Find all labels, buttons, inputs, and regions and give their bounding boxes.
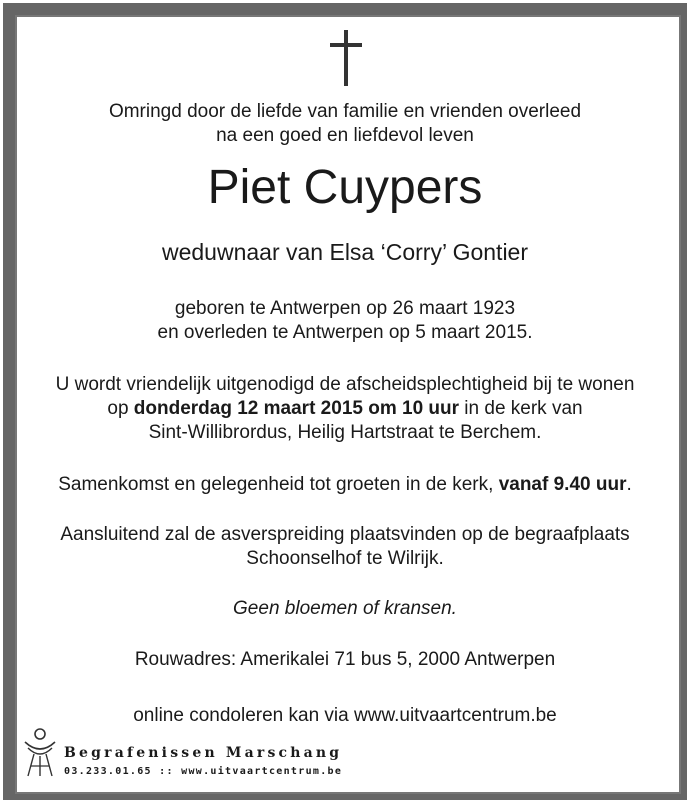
ceremony-datetime: donderdag 12 maart 2015 om 10 uur: [133, 398, 460, 419]
ceremony-line-2: [14, 397, 676, 421]
ashes-line-1: Aansluitend zal de asverspreiding plaatsvinden op de begraafplaats: [60, 524, 630, 545]
life-dates: [14, 297, 676, 345]
ashes-scattering: [14, 523, 676, 571]
death-notice: [14, 14, 676, 789]
ceremony-prefix: op: [107, 398, 134, 419]
ceremony-suffix: in de kerk van: [459, 398, 583, 419]
funeral-home-logo-icon: [22, 726, 58, 778]
company-name: Begrafenissen Marschang: [64, 745, 343, 761]
gathering-line: [14, 473, 676, 497]
gathering-prefix: Samenkomst en gelegenheid tot groeten in de kerk,: [58, 474, 499, 495]
intro-line-2: na een goed en liefdevol leven: [216, 125, 474, 146]
company-contact: 03.233.01.65 :: www.uitvaartcentrum.be: [64, 766, 343, 777]
death-line: en overleden te Antwerpen op 5 maart 2015.: [157, 322, 533, 343]
birth-line: geboren te Antwerpen op 26 maart 1923: [174, 298, 516, 319]
online-condolence: online condoleren kan via www.uitvaartcentrum.be: [133, 705, 557, 726]
intro-line-1: Omringd door de liefde van familie en vrienden overleed: [108, 101, 582, 122]
mourning-address: Rouwadres: Amerikalei 71 bus 5, 2000 Antwerpen: [134, 649, 556, 670]
ceremony-line-3: Sint-Willibrordus, Heilig Hartstraat te Berchem.: [148, 422, 542, 443]
spouse-line: weduwnaar van Elsa ‘Corry’ Gontier: [161, 239, 529, 265]
intro-text: [14, 100, 676, 148]
no-flowers-note: Geen bloemen of kransen.: [233, 598, 457, 619]
ceremony-invitation: [14, 373, 676, 445]
ashes-line-2: Schoonselhof te Wilrijk.: [246, 548, 444, 569]
cross-icon: [328, 28, 364, 88]
gathering-suffix: .: [626, 474, 632, 495]
gathering-time: vanaf 9.40 uur: [498, 474, 627, 495]
deceased-name: Piet Cuypers: [207, 161, 483, 214]
ceremony-line-1: U wordt vriendelijk uitgenodigd de afscheidsplechtigheid bij te wonen: [55, 374, 635, 395]
